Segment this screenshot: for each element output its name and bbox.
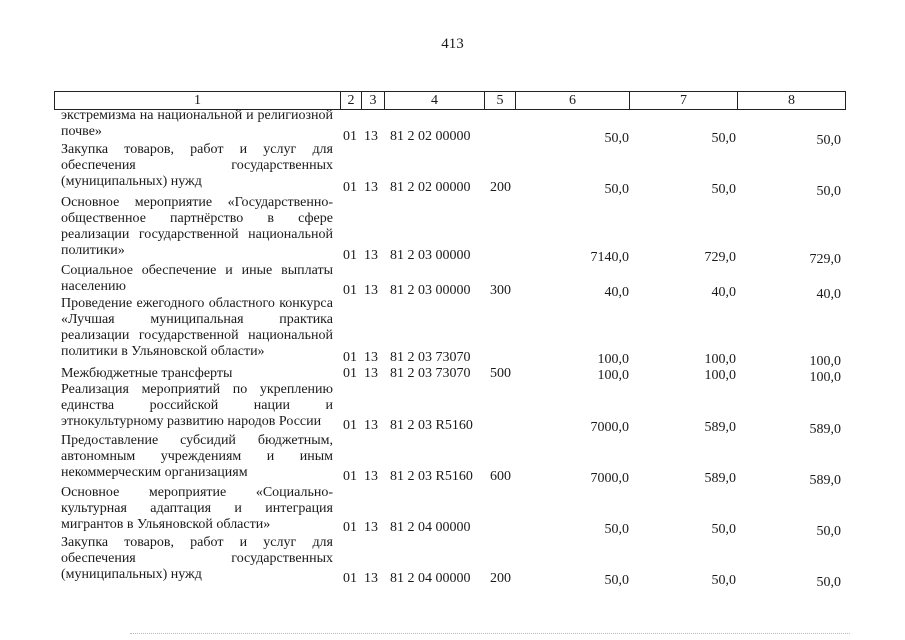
cell-amount-8: 40,0 — [816, 287, 841, 302]
cell-section: 01 — [343, 571, 357, 586]
cell-amount-8: 589,0 — [809, 422, 841, 437]
cell-target-article: 81 2 04 00000 — [390, 520, 471, 535]
cell-amount-6: 40,0 — [604, 285, 629, 300]
cell-amount-7: 50,0 — [711, 131, 736, 146]
page-number: 413 — [441, 36, 464, 52]
cell-amount-8: 729,0 — [809, 252, 841, 267]
cell-section: 01 — [343, 350, 357, 365]
row-description: Основное мероприятие «Государственно-общественное партнёрство в сфере реализации государственной национальной политики» — [61, 195, 333, 258]
cell-target-article: 81 2 03 R5160 — [390, 418, 473, 433]
cell-subsection: 13 — [364, 520, 378, 535]
cell-amount-7: 50,0 — [711, 182, 736, 197]
cell-section: 01 — [343, 129, 357, 144]
cell-amount-6: 50,0 — [604, 573, 629, 588]
cell-target-article: 81 2 02 00000 — [390, 180, 471, 195]
header-col-5: 5 — [484, 91, 516, 110]
header-col-3: 3 — [361, 91, 385, 110]
cell-expense-type: 600 — [490, 469, 511, 484]
cell-subsection: 13 — [364, 469, 378, 484]
row-description: Проведение ежегодного областного конкурса «Лучшая муниципальная практика реализации государственной национальной политики в Ульяновской области» — [61, 296, 333, 359]
row-description: Закупка товаров, работ и услуг для обеспечения государственных (муниципальных) нужд — [61, 142, 333, 189]
cell-amount-7: 729,0 — [704, 250, 736, 265]
cell-amount-8: 50,0 — [816, 575, 841, 590]
cell-amount-7: 40,0 — [711, 285, 736, 300]
row-description: Основное мероприятие «Социально-культурная адаптация и интеграция мигрантов в Ульяновской области» — [61, 485, 333, 532]
header-col-7: 7 — [629, 91, 738, 110]
cell-expense-type: 200 — [490, 571, 511, 586]
cell-section: 01 — [343, 366, 357, 381]
cell-amount-6: 50,0 — [604, 522, 629, 537]
cell-subsection: 13 — [364, 350, 378, 365]
cell-section: 01 — [343, 248, 357, 263]
header-col-1: 1 — [54, 91, 341, 110]
header-col-8: 8 — [737, 91, 846, 110]
row-description: Реализация мероприятий по укреплению единства российской нации и этнокультурному развитию народов России — [61, 382, 333, 429]
cell-target-article: 81 2 03 00000 — [390, 283, 471, 298]
cell-expense-type: 200 — [490, 180, 511, 195]
row-description: Закупка товаров, работ и услуг для обеспечения государственных (муниципальных) нужд — [61, 535, 333, 582]
cell-subsection: 13 — [364, 366, 378, 381]
cell-subsection: 13 — [364, 248, 378, 263]
cell-amount-8: 100,0 — [809, 354, 841, 369]
cell-amount-8: 50,0 — [816, 184, 841, 199]
cell-section: 01 — [343, 418, 357, 433]
cell-amount-7: 100,0 — [704, 352, 736, 367]
cell-subsection: 13 — [364, 180, 378, 195]
cell-amount-6: 50,0 — [604, 182, 629, 197]
cell-expense-type: 500 — [490, 366, 511, 381]
cell-target-article: 81 2 04 00000 — [390, 571, 471, 586]
row-description: Социальное обеспечение и иные выплаты населению — [61, 263, 333, 294]
cell-amount-7: 589,0 — [704, 420, 736, 435]
cell-amount-6: 7000,0 — [590, 420, 629, 435]
cell-amount-8: 100,0 — [809, 370, 841, 385]
cell-target-article: 81 2 03 R5160 — [390, 469, 473, 484]
cell-expense-type: 300 — [490, 283, 511, 298]
cell-amount-6: 7140,0 — [590, 250, 629, 265]
cell-section: 01 — [343, 180, 357, 195]
cell-amount-8: 589,0 — [809, 473, 841, 488]
cell-amount-6: 100,0 — [597, 368, 629, 383]
cell-amount-7: 50,0 — [711, 522, 736, 537]
cell-section: 01 — [343, 469, 357, 484]
cell-amount-8: 50,0 — [816, 524, 841, 539]
row-description: Межбюджетные трансферты — [61, 366, 233, 381]
row-description: Предоставление субсидий бюджетным, автономным учреждениям и иным некоммерческим организациям — [61, 433, 333, 480]
cell-target-article: 81 2 03 73070 — [390, 350, 471, 365]
cell-target-article: 81 2 02 00000 — [390, 129, 471, 144]
cell-amount-6: 7000,0 — [590, 471, 629, 486]
cell-subsection: 13 — [364, 571, 378, 586]
cell-target-article: 81 2 03 00000 — [390, 248, 471, 263]
header-col-2: 2 — [340, 91, 362, 110]
row-description: экстремизма на национальной и религиозной почве» — [61, 108, 333, 139]
header-col-6: 6 — [515, 91, 630, 110]
cell-subsection: 13 — [364, 129, 378, 144]
header-col-4: 4 — [384, 91, 485, 110]
cell-amount-6: 100,0 — [597, 352, 629, 367]
cell-subsection: 13 — [364, 283, 378, 298]
cell-section: 01 — [343, 520, 357, 535]
cell-amount-7: 589,0 — [704, 471, 736, 486]
cell-subsection: 13 — [364, 418, 378, 433]
cell-amount-6: 50,0 — [604, 131, 629, 146]
scan-artifact-line — [130, 633, 850, 635]
cell-section: 01 — [343, 283, 357, 298]
cell-amount-8: 50,0 — [816, 133, 841, 148]
cell-amount-7: 100,0 — [704, 368, 736, 383]
cell-amount-7: 50,0 — [711, 573, 736, 588]
cell-target-article: 81 2 03 73070 — [390, 366, 471, 381]
